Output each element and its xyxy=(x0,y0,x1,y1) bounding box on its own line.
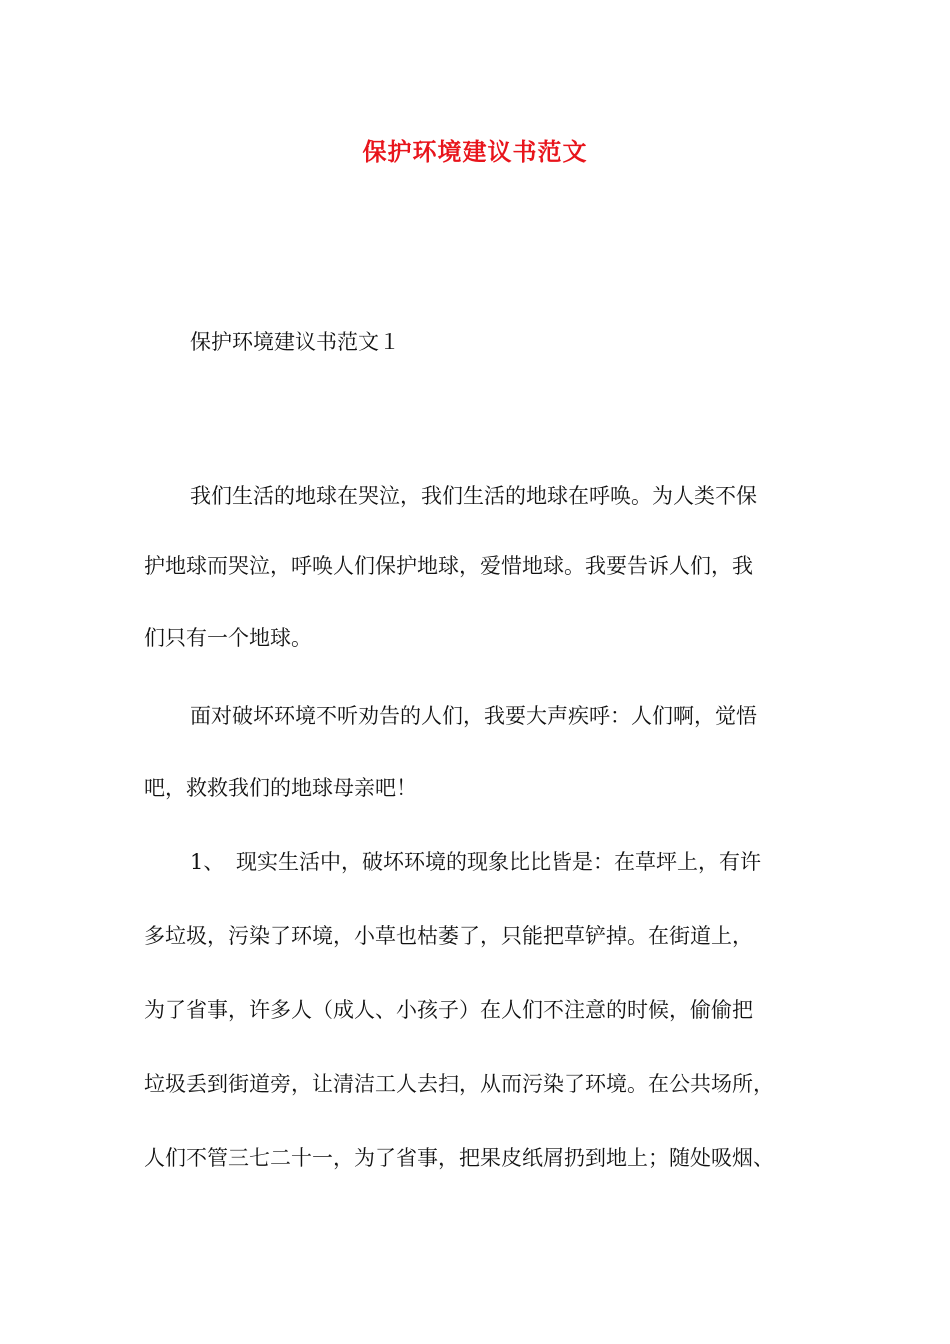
paragraph-line: 多垃圾，污染了环境，小草也枯萎了，只能把草铲掉。在街道上， xyxy=(144,924,753,948)
paragraph-line: 们只有一个地球。 xyxy=(144,626,312,650)
paragraph-line: 面对破坏环境不听劝告的人们，我要大声疾呼：人们啊，觉悟 xyxy=(190,704,757,728)
list-item-number: 1、 xyxy=(190,850,225,874)
list-item-text: 现实生活中，破坏环境的现象比比皆是：在草坪上，有许 xyxy=(236,850,761,874)
paragraph-line: 为了省事，许多人（成人、小孩子）在人们不注意的时候，偷偷把 xyxy=(144,998,753,1022)
paragraph-line: 护地球而哭泣，呼唤人们保护地球，爱惜地球。我要告诉人们，我 xyxy=(144,554,753,578)
section-heading: 保护环境建议书范文１ xyxy=(190,330,400,354)
document-title: 保护环境建议书范文 xyxy=(362,137,588,166)
paragraph-line: 人们不管三七二十一，为了省事，把果皮纸屑扔到地上；随处吸烟、 xyxy=(144,1146,774,1170)
paragraph-line: 垃圾丢到街道旁，让清洁工人去扫，从而污染了环境。在公共场所， xyxy=(144,1072,774,1096)
paragraph-line: 吧，救救我们的地球母亲吧！ xyxy=(144,776,417,800)
paragraph-line: 我们生活的地球在哭泣，我们生活的地球在呼唤。为人类不保 xyxy=(190,484,757,508)
